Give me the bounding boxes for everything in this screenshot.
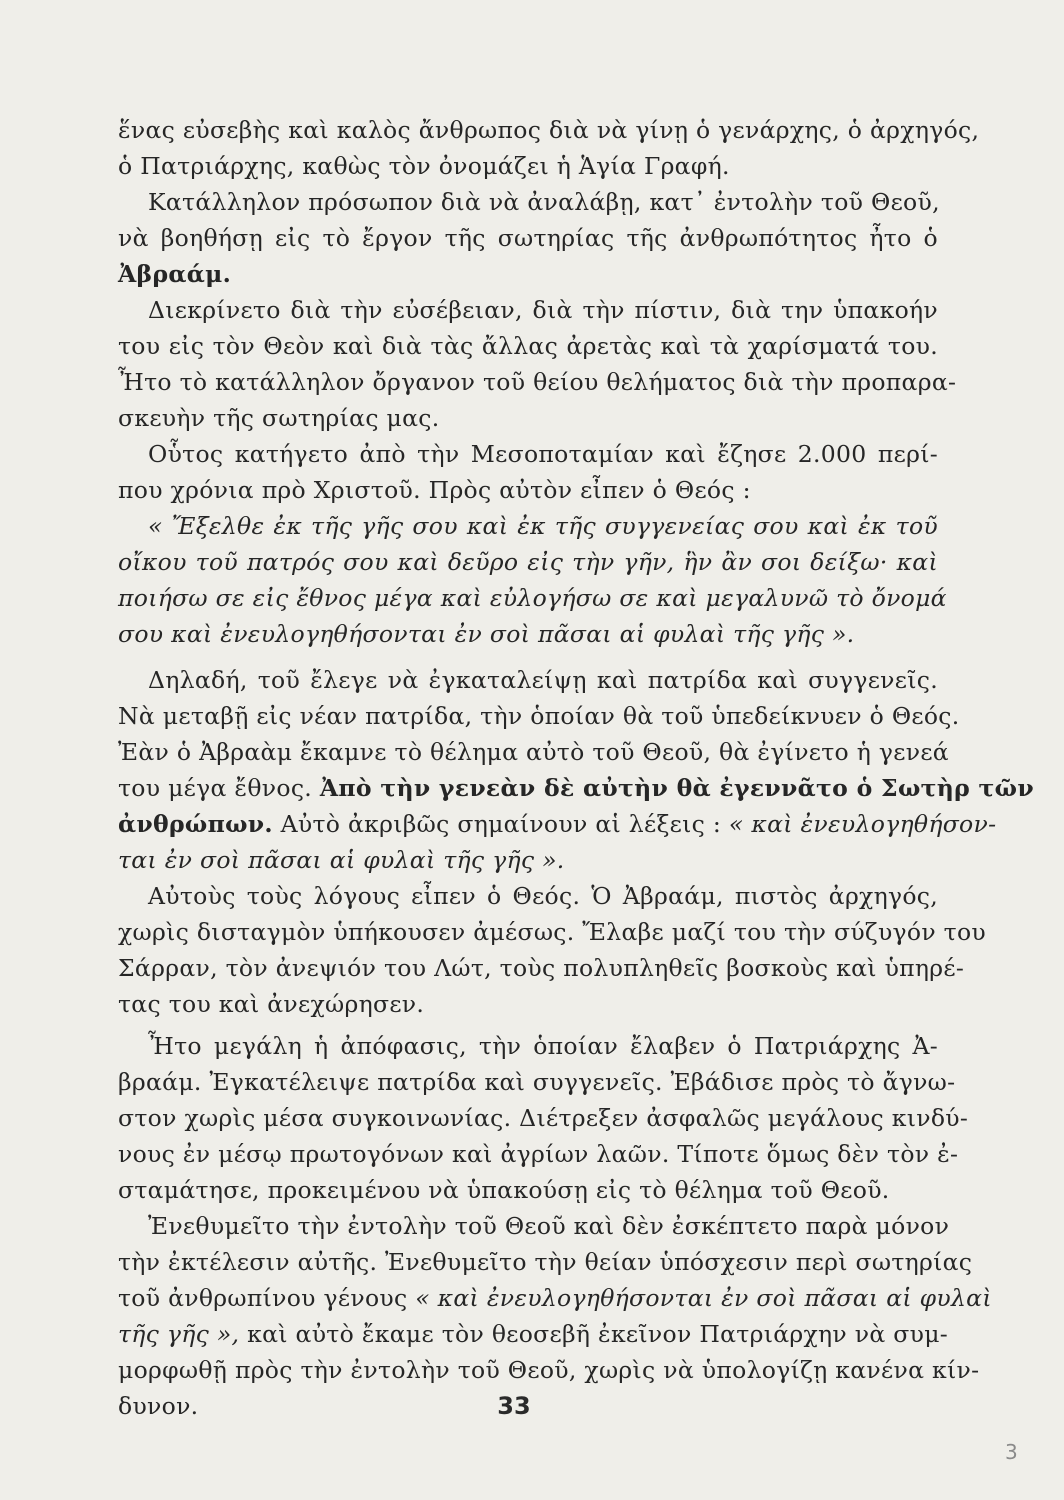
- corner-mark: 3: [1005, 1440, 1018, 1464]
- text-line: μορφωθῇ πρὸς τὴν ἐντολὴν τοῦ Θεοῦ, χωρὶς νὰ ὑπολογίζῃ κανένα κίν-: [118, 1356, 980, 1384]
- text-line: Ἐὰν ὁ Ἀβραὰμ ἔκαμνε τὸ θέλημα αὐτὸ τοῦ Θεοῦ, θὰ ἐγίνετο ἡ γενεά: [118, 738, 949, 766]
- page-number: 33: [497, 1392, 531, 1420]
- text-line: [118, 770, 1034, 806]
- text-line: [118, 806, 997, 842]
- text-line: Κατάλληλον πρόσωπον διὰ νὰ ἀναλάβῃ, κατ᾽ ἐντολὴν τοῦ Θεοῦ,: [148, 188, 940, 216]
- text-line: στον χωρὶς μέσα συγκοινωνίας. Διέτρεξεν ἀσφαλῶς μεγάλους κινδύ-: [118, 1104, 969, 1132]
- text-line: που χρόνια πρὸ Χριστοῦ. Πρὸς αὐτὸν εἶπεν ὁ Θεός :: [118, 476, 751, 504]
- bold-text-segment: ἀνθρώπων.: [118, 810, 273, 838]
- text-segment: τοῦ ἀνθρωπίνου γένους: [118, 1284, 408, 1312]
- quote-line: σου καὶ ἐνευλογηθήσονται ἐν σοὶ πᾶσαι αἱ φυλαὶ τῆς γῆς ».: [118, 620, 855, 648]
- text-line: Αὐτοὺς τοὺς λόγους εἶπεν ὁ Θεός. Ὁ Ἀβραάμ, πιστὸς ἀρχηγός,: [148, 882, 938, 910]
- text-line: [118, 1316, 949, 1352]
- quote-line: ται ἐν σοὶ πᾶσαι αἱ φυλαὶ τῆς γῆς ».: [118, 846, 565, 874]
- text-line: Ἐνεθυμεῖτο τὴν ἐντολὴν τοῦ Θεοῦ καὶ δὲν ἐσκέπτετο παρὰ μόνον: [148, 1212, 950, 1240]
- text-segment: του μέγα ἔθνος.: [118, 774, 313, 802]
- text-line: Δηλαδή, τοῦ ἔλεγε νὰ ἐγκαταλείψῃ καὶ πατρίδα καὶ συγγενεῖς.: [148, 666, 938, 694]
- text-line: ὁ Πατριάρχης, καθὼς τὸν ὀνομάζει ἡ Ἁγία Γραφή.: [118, 152, 730, 180]
- text-line: του εἰς τὸν Θεὸν καὶ διὰ τὰς ἄλλας ἀρετὰς καὶ τὰ χαρίσματά του.: [118, 332, 938, 360]
- text-line: Διεκρίνετο διὰ τὴν εὐσέβειαν, διὰ τὴν πίστιν, διὰ την ὑπακοήν: [148, 296, 938, 324]
- text-line: Σάρραν, τὸν ἀνεψιόν του Λώτ, τοὺς πολυπληθεῖς βοσκοὺς καὶ ὑπηρέ-: [118, 954, 965, 982]
- text-line: Οὗτος κατήγετο ἀπὸ τὴν Μεσοποταμίαν καὶ ἔζησε 2.000 περί-: [148, 440, 938, 468]
- text-line: Ἦτο μεγάλη ἡ ἀπόφασις, τὴν ὁποίαν ἔλαβεν ὁ Πατριάρχης Ἀ-: [148, 1032, 938, 1060]
- text-line: νὰ βοηθήσῃ εἰς τὸ ἔργον τῆς σωτηρίας τῆς ἀνθρωπότητος ἦτο ὁ: [118, 224, 938, 252]
- text-line: τας του καὶ ἀνεχώρησεν.: [118, 990, 425, 1018]
- quote-segment: τῆς γῆς »,: [118, 1320, 240, 1348]
- text-line: σταμάτησε, προκειμένου νὰ ὑπακούσῃ εἰς τὸ θέλημα τοῦ Θεοῦ.: [118, 1176, 890, 1204]
- text-segment: Αὐτὸ ἀκριβῶς σημαίνουν αἱ λέξεις :: [280, 810, 722, 838]
- text-line: χωρὶς δισταγμὸν ὑπήκουσεν ἀμέσως. Ἔλαβε μαζί του τὴν σύζυγόν του: [118, 918, 987, 946]
- text-line: Ἦτο τὸ κατάλληλον ὄργανον τοῦ θείου θελήματος διὰ τὴν προπαρα-: [118, 368, 957, 396]
- text-line: δυνον.: [118, 1392, 199, 1420]
- text-line-name-abraham: Ἀβραάμ.: [118, 260, 232, 288]
- text-line: νους ἐν μέσῳ πρωτογόνων καὶ ἀγρίων λαῶν. Τίποτε ὅμως δὲν τὸν ἐ-: [118, 1140, 959, 1168]
- text-line: ἕνας εὐσεβὴς καὶ καλὸς ἄνθρωπος διὰ νὰ γίνῃ ὁ γενάρχης, ὁ ἀρχηγός,: [118, 116, 980, 144]
- text-line: βραάμ. Ἐγκατέλειψε πατρίδα καὶ συγγενεῖς. Ἐβάδισε πρὸς τὸ ἄγνω-: [118, 1068, 956, 1096]
- text-line: Νὰ μεταβῇ εἰς νέαν πατρίδα, τὴν ὁποίαν θὰ τοῦ ὑπεδείκνυεν ὁ Θεός.: [118, 702, 960, 730]
- quote-line: οἴκου τοῦ πατρός σου καὶ δεῦρο εἰς τὴν γῆν, ἣν ἂν σοι δείξω· καὶ: [118, 548, 938, 576]
- quote-line: ποιήσω σε εἰς ἔθνος μέγα καὶ εὐλογήσω σε καὶ μεγαλυνῶ τὸ ὄνομά: [118, 584, 947, 612]
- bold-text-segment: Ἀπὸ τὴν γενεὰν δὲ αὐτὴν θὰ ἐγεννᾶτο ὁ Σωτὴρ τῶν: [319, 774, 1034, 802]
- text-line: σκευὴν τῆς σωτηρίας μας.: [118, 404, 440, 432]
- text-line: [118, 1280, 992, 1316]
- quote-line: « Ἔξελθε ἐκ τῆς γῆς σου καὶ ἐκ τῆς συγγενείας σου καὶ ἐκ τοῦ: [148, 512, 938, 540]
- text-line: τὴν ἐκτέλεσιν αὐτῆς. Ἐνεθυμεῖτο τὴν θείαν ὑπόσχεσιν περὶ σωτηρίας: [118, 1248, 973, 1276]
- text-segment: καὶ αὐτὸ ἔκαμε τὸν θεοσεβῆ ἐκεῖνον Πατριάρχην νὰ συμ-: [247, 1320, 949, 1348]
- quote-segment: « καὶ ἐνευλογηθήσον-: [728, 810, 997, 838]
- quote-segment: « καὶ ἐνευλογηθήσονται ἐν σοὶ πᾶσαι αἱ φυλαὶ: [415, 1284, 992, 1312]
